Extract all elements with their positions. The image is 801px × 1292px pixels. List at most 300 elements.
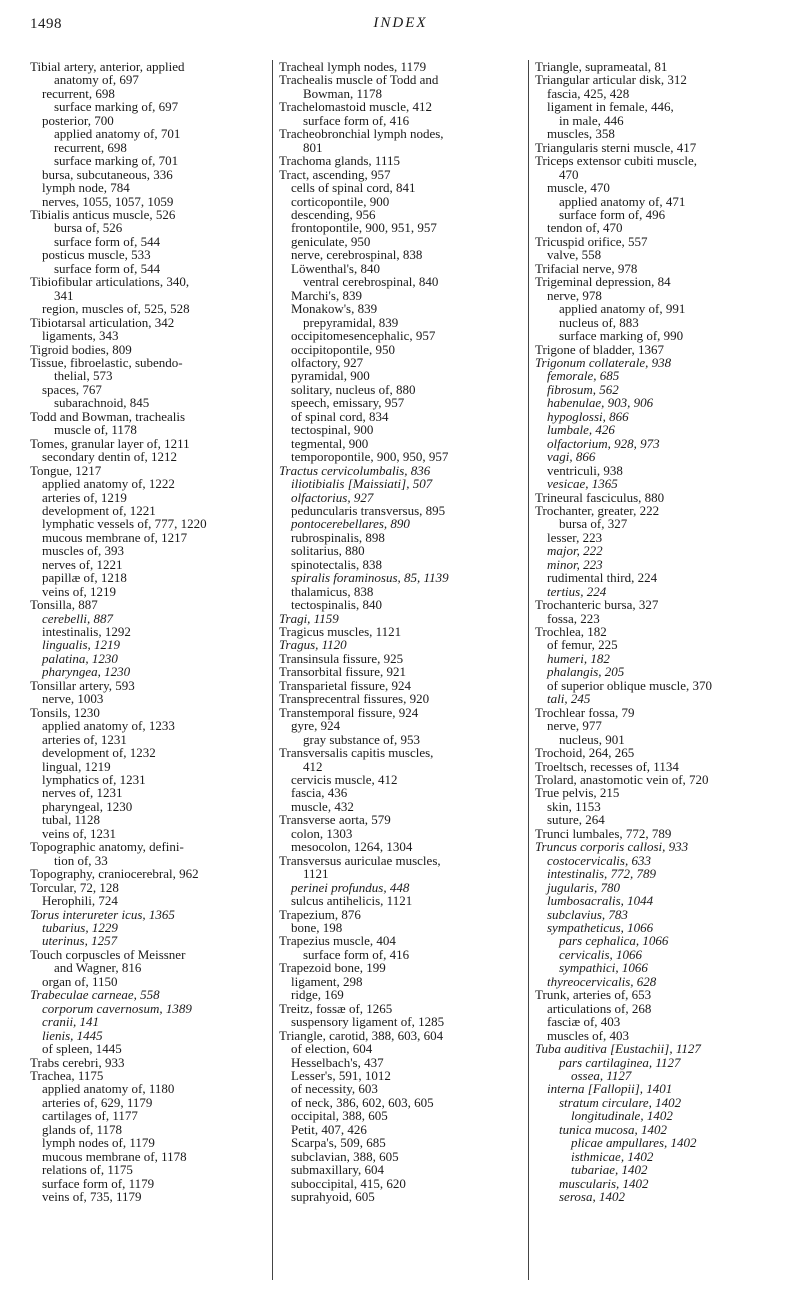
- index-entry: [279, 1042, 528, 1055]
- index-entry-text: of neck, 386, 602, 603, 605: [291, 1094, 434, 1110]
- index-entry-text: secondary dentin of, 1212: [42, 449, 178, 465]
- index-entry: [535, 114, 782, 127]
- index-entry: [30, 1082, 268, 1095]
- index-entry: [30, 867, 268, 880]
- index-entry-text: olfactorium, 928, 973: [547, 435, 660, 451]
- index-entry: [279, 410, 528, 423]
- index-entry-text: ventral cerebrospinal, 840: [303, 274, 439, 290]
- index-entry-text: cartilages of, 1177: [42, 1108, 138, 1124]
- index-entry: [279, 975, 528, 988]
- index-entry-text: surface form of, 544: [54, 233, 161, 249]
- index-entry-text: surface form of, 416: [303, 112, 410, 128]
- index-entry-text: iliotibialis [Maissiati], 507: [291, 476, 433, 492]
- index-entry-text: tubal, 1128: [42, 812, 101, 828]
- index-entry-text: of femur, 225: [547, 637, 618, 653]
- index-entry-text: fossa, 223: [547, 610, 600, 626]
- index-entry: [30, 302, 268, 315]
- index-entry: [30, 612, 268, 625]
- index-entry-text: Tuba auditiva [Eustachii], 1127: [535, 1041, 701, 1057]
- index-entry-text: tali, 245: [547, 691, 591, 707]
- index-entry-text: Transorbital fissure, 921: [279, 664, 406, 680]
- index-column-3: [528, 60, 782, 1280]
- index-entry: [535, 1096, 782, 1109]
- index-entry: [535, 665, 782, 678]
- index-entry-text: Monakow's, 839: [291, 301, 378, 317]
- index-entry: [279, 800, 528, 813]
- index-entry: [279, 692, 528, 705]
- index-entry-text: cerebelli, 887: [42, 610, 113, 626]
- index-entry: [535, 491, 782, 504]
- index-entry-text: Tissue, fibroelastic, subendo-: [30, 354, 183, 370]
- index-entry: [279, 988, 528, 1001]
- index-entry-text: Triangularis sterni muscle, 417: [535, 139, 697, 155]
- index-entry: [30, 665, 268, 678]
- index-entry: [30, 1109, 268, 1122]
- index-entry: [535, 773, 782, 786]
- index-entry-text: fascia, 436: [291, 785, 348, 801]
- index-entry: [535, 437, 782, 450]
- index-entry: [535, 1042, 782, 1055]
- index-entry: [30, 733, 268, 746]
- index-entry: [535, 60, 782, 73]
- index-entry: [535, 275, 782, 288]
- index-entry-text: muscles, 358: [547, 126, 615, 142]
- page-number: 1498: [30, 16, 62, 32]
- index-entry: [535, 867, 782, 880]
- index-entry-text: humeri, 182: [547, 650, 610, 666]
- index-entry-text: surface form of, 416: [303, 946, 410, 962]
- index-entry-text: Triangular articular disk, 312: [535, 72, 687, 88]
- index-entry-text: bursa of, 526: [54, 220, 123, 236]
- index-entry: [30, 988, 268, 1001]
- index-entry: [30, 127, 268, 140]
- index-entry-text: Transverse aorta, 579: [279, 812, 391, 828]
- index-entry: [535, 477, 782, 490]
- index-entry: [535, 329, 782, 342]
- index-entry: [535, 840, 782, 853]
- index-entry-text: 412: [303, 758, 323, 774]
- index-entry-text: Topography, craniocerebral, 962: [30, 866, 199, 882]
- index-entry-text: ligament in female, 446,: [547, 99, 674, 115]
- index-entry: [30, 1190, 268, 1203]
- index-entry: [279, 679, 528, 692]
- page-header: [0, 14, 801, 38]
- index-entry-text: Transversus auriculae muscles,: [279, 852, 441, 868]
- index-entry: [30, 369, 268, 382]
- index-entry-text: occipital, 388, 605: [291, 1108, 388, 1124]
- index-entry-text: Trunci lumbales, 772, 789: [535, 825, 672, 841]
- index-entry-text: arteries of, 1231: [42, 731, 127, 747]
- index-entry: [279, 235, 528, 248]
- index-entry: [535, 692, 782, 705]
- index-entry: [279, 181, 528, 194]
- index-entry: [30, 262, 268, 275]
- index-entry-text: thyreocervicalis, 628: [547, 973, 657, 989]
- index-entry: [535, 988, 782, 1001]
- index-entry: [535, 827, 782, 840]
- index-entry: [279, 262, 528, 275]
- index-entry: [535, 504, 782, 517]
- index-entry-text: of necessity, 603: [291, 1081, 378, 1097]
- index-entry-text: Touch corpuscles of Meissner: [30, 946, 186, 962]
- index-entry: [279, 1136, 528, 1149]
- index-entry: [30, 316, 268, 329]
- index-entry-text: intestinalis, 772, 789: [547, 866, 657, 882]
- index-entry: [535, 571, 782, 584]
- index-entry: [535, 464, 782, 477]
- index-entry-text: vagi, 866: [547, 449, 596, 465]
- index-entry-text: Trochlear fossa, 79: [535, 704, 635, 720]
- index-entry-text: prepyramidal, 839: [303, 314, 399, 330]
- index-entry: [279, 87, 528, 100]
- index-entry: [279, 343, 528, 356]
- index-entry-text: surface form of, 544: [54, 260, 161, 276]
- index-entry-text: Trineural fasciculus, 880: [535, 489, 665, 505]
- index-entry: [30, 854, 268, 867]
- index-entry: [30, 881, 268, 894]
- index-entry: [30, 275, 268, 288]
- index-entry: [535, 1002, 782, 1015]
- index-entry-text: plicae ampullares, 1402: [571, 1135, 697, 1151]
- index-entry-text: speech, emissary, 957: [291, 395, 405, 411]
- index-entry-text: Tibialis anticus muscle, 526: [30, 206, 176, 222]
- index-entry-text: applied anatomy of, 701: [54, 126, 181, 142]
- index-entry-text: Trunk, arteries of, 653: [535, 987, 652, 1003]
- index-entry-text: 341: [54, 287, 74, 303]
- index-entry: [535, 558, 782, 571]
- index-entry-text: subarachnoid, 845: [54, 395, 150, 411]
- index-entry: [30, 585, 268, 598]
- index-entry: [279, 1056, 528, 1069]
- index-entry-text: suture, 264: [547, 812, 605, 828]
- index-entry-text: Trochanter, greater, 222: [535, 502, 660, 518]
- index-entry-text: spinotectalis, 838: [291, 556, 382, 572]
- index-entry: [30, 679, 268, 692]
- index-entry: [279, 248, 528, 261]
- index-entry: [279, 477, 528, 490]
- index-entry: [279, 948, 528, 961]
- index-entry-text: muscle, 470: [547, 180, 610, 196]
- index-entry: [30, 706, 268, 719]
- index-entry-text: Truncus corporis callosi, 933: [535, 839, 689, 855]
- index-entry: [535, 517, 782, 530]
- index-entry-text: muscularis, 1402: [559, 1175, 649, 1191]
- index-entry-text: nerve, 1003: [42, 691, 104, 707]
- index-entry: [30, 1150, 268, 1163]
- index-entry: [279, 1163, 528, 1176]
- index-entry-text: Tonsils, 1230: [30, 704, 100, 720]
- index-entry-text: surface form of, 1179: [42, 1175, 155, 1191]
- index-entry: [279, 1029, 528, 1042]
- index-entry: [279, 195, 528, 208]
- index-entry-text: Triangle, suprameatal, 81: [535, 60, 668, 74]
- index-entry: [535, 302, 782, 315]
- index-entry-text: organ of, 1150: [42, 973, 118, 989]
- index-entry: [30, 1042, 268, 1055]
- index-entry: [535, 1190, 782, 1203]
- index-entry: [279, 746, 528, 759]
- index-entry-text: Trochanteric bursa, 327: [535, 597, 659, 613]
- index-entry-text: tubarius, 1229: [42, 920, 118, 935]
- index-entry-text: Löwenthal's, 840: [291, 260, 380, 276]
- index-entry-text: skin, 1153: [547, 798, 601, 814]
- index-entry: [279, 100, 528, 113]
- index-entry-text: articulations of, 268: [547, 1000, 652, 1016]
- index-entry: [30, 1029, 268, 1042]
- index-entry-text: frontopontile, 900, 951, 957: [291, 220, 437, 236]
- index-entry-text: Tongue, 1217: [30, 462, 102, 478]
- index-entry: [535, 410, 782, 423]
- index-entry: [279, 1177, 528, 1190]
- index-entry-text: region, muscles of, 525, 528: [42, 301, 190, 317]
- index-entry-text: subclavian, 388, 605: [291, 1148, 399, 1164]
- index-entry: [279, 786, 528, 799]
- index-entry: [279, 154, 528, 167]
- index-entry-text: Trachea, 1175: [30, 1067, 104, 1083]
- index-entry: [535, 356, 782, 369]
- index-entry: [30, 1163, 268, 1176]
- index-entry-text: Trabs cerebri, 933: [30, 1054, 125, 1070]
- index-entry-text: nucleus of, 883: [559, 314, 639, 330]
- index-entry-text: nucleus, 901: [559, 731, 625, 747]
- index-entry-text: in male, 446: [559, 112, 624, 128]
- index-entry-text: of spinal cord, 834: [291, 408, 389, 424]
- index-entry-text: posticus muscle, 533: [42, 247, 151, 263]
- index-entry-text: surface form of, 496: [559, 206, 666, 222]
- index-entry: [30, 1015, 268, 1028]
- index-entry: [279, 934, 528, 947]
- index-entry: [30, 73, 268, 86]
- index-entry-text: major, 222: [547, 543, 603, 559]
- index-entry-text: sympatheticus, 1066: [547, 920, 654, 935]
- index-entry: [279, 760, 528, 773]
- index-entry-text: vesicae, 1365: [547, 476, 618, 492]
- index-entry: [30, 356, 268, 369]
- index-entry: [30, 531, 268, 544]
- index-entry-text: veins of, 1231: [42, 825, 117, 841]
- index-entry: [279, 221, 528, 234]
- index-entry-text: Tomes, granular layer of, 1211: [30, 435, 190, 451]
- index-entry: [30, 1123, 268, 1136]
- index-entry-text: Trigeminal depression, 84: [535, 274, 671, 290]
- index-entry-text: Trapezoid bone, 199: [279, 960, 386, 976]
- index-entry: [279, 625, 528, 638]
- index-entry-text: Torus interureter icus, 1365: [30, 906, 175, 922]
- index-entry-text: nerves, 1055, 1057, 1059: [42, 193, 174, 209]
- index-entry-text: Tractus cervicolumbalis, 836: [279, 462, 431, 478]
- index-entry-text: Transtemporal fissure, 924: [279, 704, 419, 720]
- index-entry: [279, 1069, 528, 1082]
- index-entry-text: rudimental third, 224: [547, 570, 658, 586]
- index-entry: [30, 948, 268, 961]
- index-entry-text: surface marking of, 701: [54, 153, 179, 169]
- index-entry-text: development of, 1221: [42, 502, 156, 518]
- index-entry-text: Bowman, 1178: [303, 85, 382, 101]
- index-entry-text: Topographic anatomy, defini-: [30, 839, 184, 855]
- index-entry-text: suprahyoid, 605: [291, 1189, 375, 1205]
- index-entry-text: olfactorius, 927: [291, 489, 374, 505]
- index-entry-text: Trigone of bladder, 1367: [535, 341, 664, 357]
- index-entry-text: interna [Fallopii], 1401: [547, 1081, 673, 1097]
- index-entry: [535, 235, 782, 248]
- index-entry-text: rubrospinalis, 898: [291, 529, 385, 545]
- index-entry: [279, 141, 528, 154]
- index-entry-text: sulcus antihelicis, 1121: [291, 893, 413, 909]
- index-entry: [279, 854, 528, 867]
- index-entry-text: pars cephalica, 1066: [559, 933, 669, 949]
- index-entry: [535, 141, 782, 154]
- index-entry-text: jugularis, 780: [547, 879, 620, 895]
- index-entry: [30, 464, 268, 477]
- index-entry-text: intestinalis, 1292: [42, 624, 131, 640]
- index-entry: [279, 60, 528, 73]
- index-entry: [535, 921, 782, 934]
- index-entry: [535, 87, 782, 100]
- index-entry: [535, 168, 782, 181]
- index-entry-text: applied anatomy of, 1233: [42, 718, 175, 734]
- index-entry: [279, 612, 528, 625]
- index-entry-text: Tracheobronchial lymph nodes,: [279, 126, 444, 142]
- index-entry-text: pharyngea, 1230: [42, 664, 131, 680]
- index-entry: [30, 195, 268, 208]
- index-entry: [30, 329, 268, 342]
- index-entry-text: of election, 604: [291, 1041, 373, 1057]
- index-entry: [279, 168, 528, 181]
- index-entry: [535, 975, 782, 988]
- index-entry: [30, 719, 268, 732]
- index-entry-text: bursa of, 327: [559, 516, 628, 532]
- index-entry: [535, 73, 782, 86]
- index-entry-text: Trachoma glands, 1115: [279, 153, 400, 169]
- index-entry-text: fascia, 425, 428: [547, 85, 630, 101]
- index-entry: [279, 894, 528, 907]
- index-entry: [279, 961, 528, 974]
- index-entry-text: Trigonum collaterale, 938: [535, 354, 672, 370]
- index-entry: [30, 504, 268, 517]
- index-entry: [535, 450, 782, 463]
- index-entry-text: valve, 558: [547, 247, 602, 263]
- index-entry: [279, 504, 528, 517]
- index-entry: [30, 60, 268, 73]
- index-entry-text: ridge, 169: [291, 987, 344, 1003]
- index-entry-text: 801: [303, 139, 323, 155]
- index-entry-text: lingual, 1219: [42, 758, 111, 774]
- index-entry: [535, 544, 782, 557]
- index-column-1: [30, 60, 272, 1280]
- index-entry: [30, 558, 268, 571]
- index-entry-text: ossea, 1127: [571, 1067, 632, 1083]
- index-entry-text: bone, 198: [291, 920, 343, 935]
- index-entry-text: nerves of, 1231: [42, 785, 123, 801]
- index-entry-text: phalangis, 205: [547, 664, 625, 680]
- index-entry-text: corticopontile, 900: [291, 193, 390, 209]
- index-entry: [279, 517, 528, 530]
- index-entry: [535, 706, 782, 719]
- index-entry-text: stratum circulare, 1402: [559, 1094, 682, 1110]
- index-entry-text: Trapezius muscle, 404: [279, 933, 396, 949]
- index-entry: [535, 343, 782, 356]
- index-entry-text: Trabeculae carneae, 558: [30, 987, 160, 1003]
- index-entry-text: Transparietal fissure, 924: [279, 677, 412, 693]
- index-entry: [30, 921, 268, 934]
- index-entry-text: of spleen, 1445: [42, 1041, 122, 1057]
- index-entry: [535, 719, 782, 732]
- index-entry: [535, 948, 782, 961]
- index-entry-text: hypoglossi, 866: [547, 408, 629, 424]
- index-entry: [279, 1109, 528, 1122]
- index-entry: [279, 1190, 528, 1203]
- index-entry-text: tertius, 224: [547, 583, 607, 599]
- index-entry: [279, 773, 528, 786]
- index-entry: [30, 87, 268, 100]
- index-entry-text: tectospinal, 900: [291, 422, 374, 438]
- index-entry-text: lumbosacralis, 1044: [547, 893, 654, 909]
- index-entry: [30, 1069, 268, 1082]
- index-entry: [535, 195, 782, 208]
- index-entry: [30, 221, 268, 234]
- index-entry: [535, 531, 782, 544]
- index-entry: [279, 114, 528, 127]
- index-entry: [30, 141, 268, 154]
- index-entry: [535, 396, 782, 409]
- index-entry: [30, 544, 268, 557]
- index-entry-text: tendon of, 470: [547, 220, 623, 236]
- index-entry-text: True pelvis, 215: [535, 785, 620, 801]
- index-entry-text: Tibiofibular articulations, 340,: [30, 274, 190, 290]
- index-entry: [535, 786, 782, 799]
- index-entry-text: olfactory, 927: [291, 354, 364, 370]
- index-entry: [30, 410, 268, 423]
- index-entry-text: gray substance of, 953: [303, 731, 420, 747]
- index-entry: [30, 235, 268, 248]
- index-entry-text: suspensory ligament of, 1285: [291, 1014, 445, 1030]
- index-entry-text: Tigroid bodies, 809: [30, 341, 132, 357]
- index-entry-text: of superior oblique muscle, 370: [547, 677, 712, 693]
- index-entry-text: surface marking of, 697: [54, 99, 179, 115]
- index-entry-text: Trapezium, 876: [279, 906, 361, 922]
- index-entry-text: pars cartilaginea, 1127: [559, 1054, 681, 1070]
- index-entry: [30, 450, 268, 463]
- index-entry: [279, 329, 528, 342]
- index-entry-text: 1121: [303, 866, 329, 882]
- index-entry: [535, 316, 782, 329]
- index-entry-text: development of, 1232: [42, 745, 156, 761]
- index-entry-text: lumbale, 426: [547, 422, 615, 438]
- index-entry-text: Trochlea, 182: [535, 624, 607, 640]
- index-entry: [30, 383, 268, 396]
- index-entry: [30, 154, 268, 167]
- index-entry: [279, 208, 528, 221]
- index-entry: [30, 800, 268, 813]
- index-entry: [279, 867, 528, 880]
- index-entry-text: subclavius, 783: [547, 906, 628, 922]
- index-entry: [535, 746, 782, 759]
- index-entry: [535, 733, 782, 746]
- index-entry-text: papillæ of, 1218: [42, 570, 127, 586]
- index-entry: [535, 638, 782, 651]
- index-entry: [535, 100, 782, 113]
- index-entry-text: nerve, 977: [547, 718, 602, 734]
- index-entry: [535, 894, 782, 907]
- index-entry: [30, 840, 268, 853]
- index-entry: [30, 908, 268, 921]
- index-entry-text: muscle, 432: [291, 798, 354, 814]
- index-entry: [535, 585, 782, 598]
- index-entry: [279, 369, 528, 382]
- index-entry-text: pontocerebellares, 890: [291, 516, 410, 532]
- index-entry: [279, 598, 528, 611]
- index-entry-text: temporopontile, 900, 950, 957: [291, 449, 449, 465]
